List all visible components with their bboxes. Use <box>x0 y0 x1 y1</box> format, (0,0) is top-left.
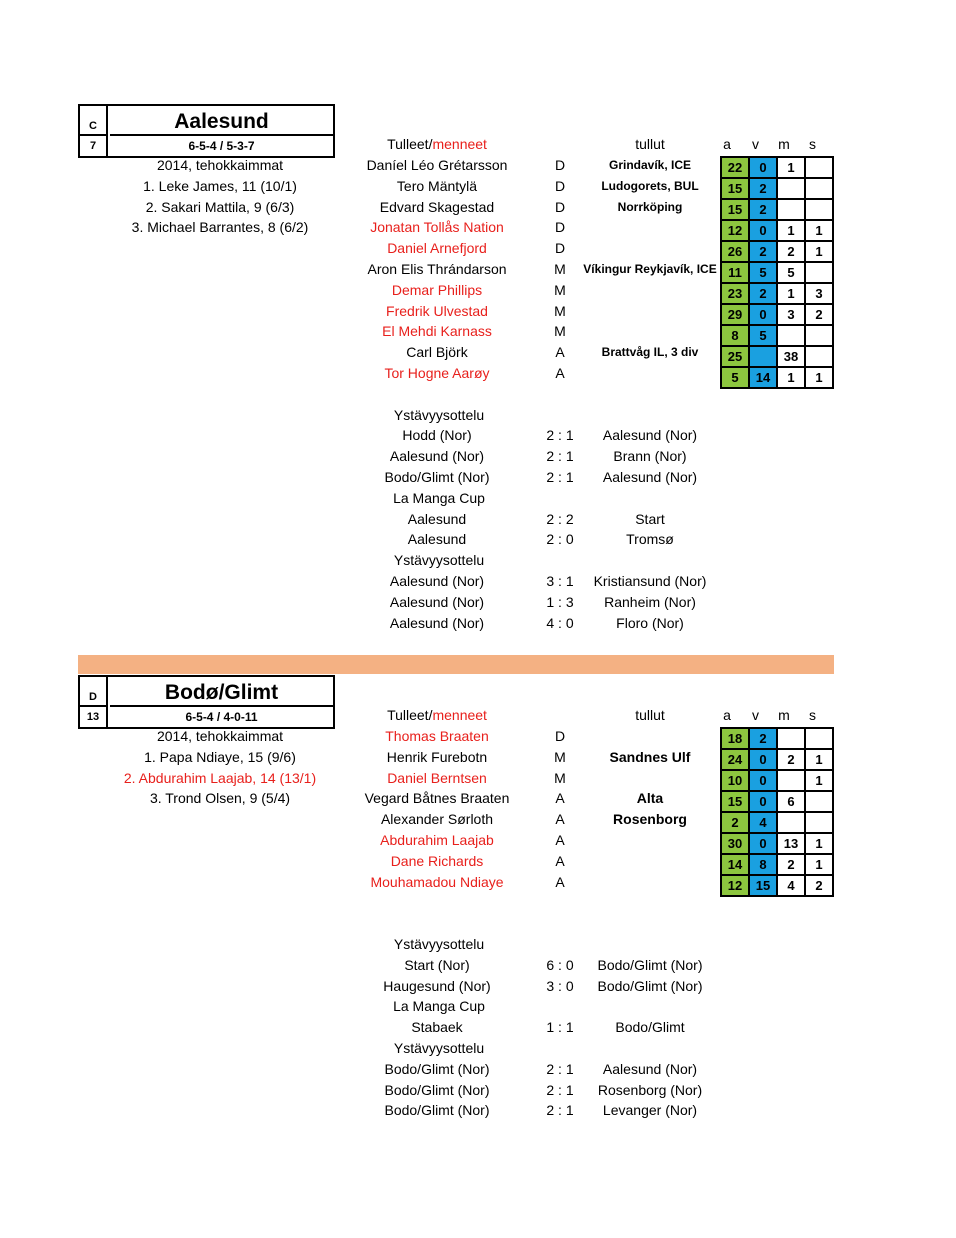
player-name: Carl Björk <box>406 344 468 361</box>
top-scorer: 2. Abdurahim Laajab, 14 (13/1) <box>123 769 317 786</box>
stat-s: 1 <box>806 855 834 876</box>
col-header-v: v <box>752 707 759 723</box>
stat-m: 1 <box>778 368 806 389</box>
match-score: 3 : 0 <box>546 977 574 994</box>
stats-grid <box>720 727 834 897</box>
player-name: Daniel Berntsen <box>387 769 487 786</box>
stat-v: 0 <box>750 834 778 855</box>
match-away-team: Bodo/Glimt (Nor) <box>597 977 703 994</box>
stat-m <box>778 179 806 200</box>
stat-s <box>806 263 834 284</box>
stat-m: 1 <box>778 284 806 305</box>
player-position: A <box>555 832 565 848</box>
col-header-a: a <box>723 707 731 723</box>
stat-a: 11 <box>722 263 750 284</box>
player-from-club: Grindavík, ICE <box>608 158 692 172</box>
match-score: 2 : 1 <box>546 448 574 465</box>
col-header-a: a <box>723 136 731 152</box>
match-home-team: Start (Nor) <box>404 956 470 973</box>
col-header-s: s <box>809 136 816 152</box>
player-name: El Mehdi Karnass <box>382 323 492 340</box>
match-home-team: Aalesund (Nor) <box>389 448 485 465</box>
player-from-club: Brattvåg IL, 3 div <box>601 345 699 360</box>
match-score: 2 : 0 <box>546 531 574 548</box>
stats-row <box>722 326 834 347</box>
player-from-club: Víkingur Reykjavík, ICE <box>583 262 717 276</box>
player-position: A <box>555 344 565 361</box>
stat-v: 2 <box>750 242 778 263</box>
match-home-team: Aalesund <box>407 510 467 527</box>
stats-row <box>722 263 834 284</box>
match-home-team: Aalesund (Nor) <box>389 614 485 631</box>
match-heading: Ystävyysottelu <box>393 936 485 952</box>
group-letter: C <box>80 106 108 134</box>
stat-s <box>806 179 834 200</box>
stat-m: 2 <box>778 242 806 263</box>
match-score: 3 : 1 <box>546 573 574 589</box>
match-score: 2 : 1 <box>546 1060 574 1077</box>
col-header-out: menneet <box>432 707 487 723</box>
stat-m: 5 <box>778 263 806 284</box>
stats-row <box>722 813 834 834</box>
match-score: 2 : 1 <box>546 427 574 444</box>
match-score: 1 : 1 <box>546 1019 574 1036</box>
stat-s: 3 <box>806 284 834 305</box>
stat-m: 2 <box>778 750 806 771</box>
stat-a: 18 <box>722 729 750 750</box>
team-form: 6-5-4 / 5-3-7 <box>110 134 333 156</box>
stats-row <box>722 284 834 305</box>
stat-s: 2 <box>806 305 834 326</box>
stat-a: 2 <box>722 813 750 834</box>
match-home-team: Bodo/Glimt (Nor) <box>384 1060 490 1077</box>
match-score: 2 : 2 <box>546 510 574 527</box>
col-header-m: m <box>778 136 790 152</box>
stat-v: 0 <box>750 771 778 792</box>
stats-row <box>722 242 834 263</box>
match-away-team: Tromsø <box>626 531 674 548</box>
player-position: D <box>554 728 566 744</box>
player-name: Thomas Braaten <box>385 728 489 744</box>
stat-a: 23 <box>722 284 750 305</box>
player-name: Jonatan Tollås Nation <box>370 219 504 236</box>
top-scorer: 1. Papa Ndiaye, 15 (9/6) <box>144 748 296 765</box>
match-score: 6 : 0 <box>546 956 574 973</box>
player-name: Dane Richards <box>390 852 484 869</box>
stat-v: 15 <box>750 876 778 897</box>
player-name: Tor Hogne Aarøy <box>384 365 490 381</box>
top-scorer: 3. Trond Olsen, 9 (5/4) <box>149 790 291 807</box>
stat-v: 2 <box>750 729 778 750</box>
match-heading: Ystävyysottelu <box>393 552 485 569</box>
player-position: A <box>555 790 565 807</box>
stat-a: 8 <box>722 326 750 347</box>
team-rank: 13 <box>80 705 108 727</box>
stat-s <box>806 347 834 368</box>
team-rank: 7 <box>80 134 108 156</box>
match-heading: La Manga Cup <box>393 489 485 506</box>
stat-m <box>778 326 806 347</box>
player-position: M <box>554 261 566 277</box>
player-position: A <box>555 811 565 828</box>
col-header-s: s <box>809 707 816 723</box>
stat-v: 0 <box>750 792 778 813</box>
player-position: A <box>555 873 565 890</box>
player-name: Abdurahim Laajab <box>380 832 494 848</box>
player-name: Vegard Båtnes Braaten <box>364 790 510 807</box>
stat-m: 6 <box>778 792 806 813</box>
player-name: Demar Phillips <box>391 281 483 298</box>
player-from-club: Norrköping <box>617 199 683 214</box>
match-home-team: Haugesund (Nor) <box>383 977 491 994</box>
match-away-team: Kristiansund (Nor) <box>593 573 707 589</box>
player-position: A <box>555 852 565 869</box>
player-name: Tero Mäntylä <box>396 177 478 194</box>
stats-row <box>722 347 834 368</box>
stat-v: 0 <box>750 158 778 179</box>
stat-s <box>806 813 834 834</box>
stat-a: 5 <box>722 368 750 389</box>
col-header-from: tullut <box>635 136 665 152</box>
stats-grid <box>720 156 834 389</box>
top-scorer: 2. Sakari Mattila, 9 (6/3) <box>145 198 295 215</box>
stat-m: 3 <box>778 305 806 326</box>
stats-row <box>722 855 834 876</box>
player-name: Daníel Léo Grétarsson <box>366 157 508 173</box>
top-scorer: 3. Michael Barrantes, 8 (6/2) <box>131 219 309 236</box>
player-position: M <box>554 769 566 786</box>
stat-s: 1 <box>806 834 834 855</box>
stat-v: 0 <box>750 221 778 242</box>
col-header-from: tullut <box>635 707 665 723</box>
stat-m <box>778 813 806 834</box>
match-home-team: Bodo/Glimt (Nor) <box>384 1102 490 1119</box>
scorers-title: 2014, tehokkaimmat <box>156 157 284 173</box>
stat-v <box>750 347 778 368</box>
stat-a: 29 <box>722 305 750 326</box>
match-away-team: Bodo/Glimt <box>615 1019 685 1036</box>
match-home-team: Aalesund <box>407 531 467 548</box>
stat-m: 4 <box>778 876 806 897</box>
match-away-team: Aalesund (Nor) <box>602 469 698 485</box>
stat-v: 2 <box>750 200 778 221</box>
team-name: Aalesund <box>174 110 269 133</box>
stats-row <box>722 158 834 179</box>
match-home-team: Stabaek <box>411 1019 463 1036</box>
stat-v: 2 <box>750 179 778 200</box>
stat-m <box>778 771 806 792</box>
player-position: M <box>554 323 566 340</box>
match-away-team: Floro (Nor) <box>616 614 684 631</box>
match-score: 2 : 1 <box>546 1102 574 1119</box>
stats-row <box>722 305 834 326</box>
stat-s: 1 <box>806 750 834 771</box>
section-divider <box>78 655 834 674</box>
team-header-box <box>78 675 335 729</box>
group-letter: D <box>80 677 108 705</box>
player-position: D <box>554 219 566 236</box>
stat-v: 0 <box>750 305 778 326</box>
col-header-transfers <box>387 705 487 725</box>
match-away-team: Aalesund (Nor) <box>602 427 698 444</box>
stat-m: 13 <box>778 834 806 855</box>
stat-s <box>806 200 834 221</box>
stat-m <box>778 200 806 221</box>
player-name: Alexander Sørloth <box>380 811 494 828</box>
stats-row <box>722 834 834 855</box>
player-position: M <box>554 302 566 319</box>
stats-row <box>722 368 834 389</box>
team-header-box <box>78 104 335 158</box>
match-heading: Ystävyysottelu <box>393 1040 485 1056</box>
stat-a: 12 <box>722 221 750 242</box>
match-score: 1 : 3 <box>546 593 574 610</box>
stat-m <box>778 729 806 750</box>
stat-s: 1 <box>806 368 834 389</box>
player-name: Fredrik Ulvestad <box>386 302 488 319</box>
stat-s: 1 <box>806 242 834 263</box>
match-home-team: Hodd (Nor) <box>402 427 472 444</box>
player-from-club: Ludogorets, BUL <box>601 178 699 193</box>
player-name: Edvard Skagestad <box>379 198 495 215</box>
player-position: D <box>554 198 566 215</box>
stats-row <box>722 729 834 750</box>
player-position: D <box>554 177 566 194</box>
top-scorer: 1. Leke James, 11 (10/1) <box>143 177 297 194</box>
player-from-club: Alta <box>636 790 664 807</box>
stat-s: 2 <box>806 876 834 897</box>
stats-row <box>722 179 834 200</box>
stats-row <box>722 750 834 771</box>
stat-m: 38 <box>778 347 806 368</box>
match-score: 4 : 0 <box>546 614 574 631</box>
stat-a: 26 <box>722 242 750 263</box>
stat-a: 15 <box>722 792 750 813</box>
col-header-m: m <box>778 707 790 723</box>
stat-s: 1 <box>806 771 834 792</box>
col-header-transfers <box>387 134 487 154</box>
stat-v: 0 <box>750 750 778 771</box>
stats-row <box>722 200 834 221</box>
match-home-team: Bodo/Glimt (Nor) <box>384 469 490 485</box>
stat-s <box>806 729 834 750</box>
player-name: Mouhamadou Ndiaye <box>370 873 504 890</box>
player-from-club: Sandnes Ulf <box>609 748 691 765</box>
stat-a: 14 <box>722 855 750 876</box>
stat-a: 22 <box>722 158 750 179</box>
stat-a: 24 <box>722 750 750 771</box>
match-score: 2 : 1 <box>546 1081 574 1098</box>
stat-a: 10 <box>722 771 750 792</box>
stats-row <box>722 221 834 242</box>
stat-v: 2 <box>750 284 778 305</box>
stat-m: 1 <box>778 221 806 242</box>
match-away-team: Brann (Nor) <box>613 448 687 465</box>
match-home-team: Bodo/Glimt (Nor) <box>384 1081 490 1098</box>
player-name: Daniel Arnefjord <box>387 240 487 257</box>
match-home-team: Aalesund (Nor) <box>389 573 485 589</box>
player-name: Henrik Furebotn <box>386 748 488 765</box>
col-header-in: Tulleet/ <box>387 707 433 723</box>
player-position: D <box>554 240 566 257</box>
match-away-team: Bodo/Glimt (Nor) <box>597 956 703 973</box>
match-heading: Ystävyysottelu <box>393 406 485 423</box>
stat-s <box>806 326 834 347</box>
match-away-team: Rosenborg (Nor) <box>597 1081 703 1098</box>
stat-a: 25 <box>722 347 750 368</box>
stats-row <box>722 792 834 813</box>
match-heading: La Manga Cup <box>393 998 485 1015</box>
stat-a: 30 <box>722 834 750 855</box>
stat-v: 8 <box>750 855 778 876</box>
stat-s: 1 <box>806 221 834 242</box>
player-position: M <box>554 281 566 298</box>
match-score: 2 : 1 <box>546 469 574 485</box>
col-header-v: v <box>752 136 759 152</box>
col-header-in: Tulleet/ <box>387 136 433 152</box>
player-from-club: Rosenborg <box>613 811 687 828</box>
stat-a: 12 <box>722 876 750 897</box>
match-home-team: Aalesund (Nor) <box>389 593 485 610</box>
stat-v: 5 <box>750 263 778 284</box>
player-position: M <box>554 748 566 765</box>
stat-v: 4 <box>750 813 778 834</box>
match-away-team: Start <box>635 510 665 527</box>
stat-v: 14 <box>750 368 778 389</box>
col-header-out: menneet <box>432 136 487 152</box>
team-form: 6-5-4 / 4-0-11 <box>110 705 333 727</box>
stat-s <box>806 158 834 179</box>
match-away-team: Ranheim (Nor) <box>604 593 696 610</box>
stats-row <box>722 876 834 897</box>
stat-v: 5 <box>750 326 778 347</box>
match-away-team: Aalesund (Nor) <box>602 1060 698 1077</box>
player-name: Aron Elis Thrándarson <box>367 261 507 277</box>
stat-m: 1 <box>778 158 806 179</box>
team-name: Bodø/Glimt <box>164 681 279 704</box>
player-position: D <box>554 157 566 173</box>
stat-s <box>806 792 834 813</box>
stat-a: 15 <box>722 179 750 200</box>
scorers-title: 2014, tehokkaimmat <box>156 728 284 744</box>
stat-a: 15 <box>722 200 750 221</box>
player-position: A <box>555 365 565 381</box>
stat-m: 2 <box>778 855 806 876</box>
match-away-team: Levanger (Nor) <box>602 1102 698 1119</box>
stats-row <box>722 771 834 792</box>
